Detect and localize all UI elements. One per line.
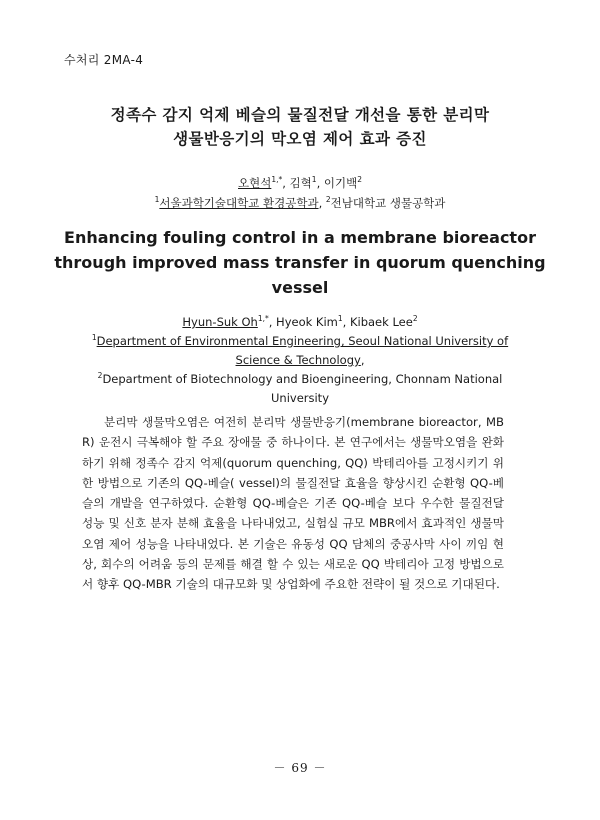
author-superscript: 1,*: [271, 175, 283, 185]
english-title-line3: vessel: [271, 278, 329, 297]
author-separator: ,: [282, 176, 290, 190]
english-title-line2: through improved mass transfer in quorum quenching: [54, 253, 546, 272]
affiliation-superscript: 1: [154, 195, 160, 205]
affiliation-superscript: 1: [91, 333, 97, 343]
korean-title: [0, 103, 600, 151]
english-affiliation-1-line2: [0, 351, 600, 370]
korean-author-name: 김혁: [289, 176, 312, 190]
korean-author-list: [0, 173, 600, 193]
english-author-name: Hyeok Kim: [276, 315, 338, 329]
author-superscript: 2: [412, 314, 418, 324]
affiliation-separator: ,: [318, 196, 326, 210]
korean-affiliation-2: 전남대학교 생물공학과: [330, 196, 446, 210]
author-separator: ,: [342, 315, 350, 329]
korean-affiliations: [0, 193, 600, 213]
korean-title-line2: 생물반응기의 막오염 제어 효과 증진: [173, 130, 427, 148]
author-superscript: 1: [337, 314, 343, 324]
author-separator: ,: [268, 315, 277, 329]
abstract-paragraph: 분리막 생물막오염은 여전히 분리막 생물반응기(membrane bioreactor, MBR) 운전시 극복해야 할 주요 장애물 중 하나이다. 본 연구에서는 생물막오염을 완화하기 위해 정족수 감지 억제(quorum quenching, QQ) 박테리아를 고정시키기 위한 방법으로 기존의 QQ-베슬( vessel)의 물질전달 효율을 향상시킨 순환형 QQ-베슬의 개발을 연구하였다. 순환형 QQ-베슬은 기존 QQ-베슬 보다 우수한 물질전달 성능 및 신호 분자 분해 효율을 나타내었고, 실험실 규모 MBR에서 효과적인 생물막오염 제어 성능을 나타내었다. 본 기술은 유동성 QQ 담체의 중공사막 사이 끼임 현상, 회수의 어려움 등의 문제를 해결 할 수 있는 새로운 QQ 박테리아 고정 방법으로서 향후 QQ-MBR 기술의 대규모화 및 상업화에 주요한 전략이 될 것으로 기대된다.: [82, 415, 504, 592]
korean-title-line1: 정족수 감지 억제 베슬의 물질전달 개선을 통한 분리막: [110, 106, 490, 124]
korean-authors-block: [0, 173, 600, 213]
english-authors-block: [0, 313, 600, 408]
session-code: 수처리 2MA-4: [64, 53, 144, 67]
author-superscript: 2: [357, 175, 362, 185]
korean-author-name: 오현석: [238, 176, 272, 190]
english-affiliation-1-line1: [0, 332, 600, 351]
author-separator: ,: [316, 176, 324, 190]
korean-author-name: 이기백: [323, 176, 358, 190]
affiliation-superscript: 2: [97, 371, 103, 381]
author-superscript: 1,*: [257, 314, 269, 324]
english-affiliation-1-text: Department of Environmental Engineering, Seoul National University of: [96, 334, 509, 348]
affiliation-separator: ,: [360, 353, 365, 367]
english-title-line1: Enhancing fouling control in a membrane bioreactor: [64, 228, 536, 247]
page-number: － 69 －: [273, 761, 327, 775]
english-author-name: Hyun-Suk Oh: [182, 315, 258, 329]
korean-affiliation-1: 서울과학기술대학교 환경공학과: [159, 196, 319, 210]
author-superscript: 1: [311, 175, 317, 185]
english-title: [0, 225, 600, 300]
english-author-list: [0, 313, 600, 332]
english-affiliation-2-text: Department of Biotechnology and Bioengineering, Chonnam National: [102, 372, 503, 386]
english-author-name: Kibaek Lee: [349, 315, 413, 329]
english-affiliation-2-line2: University: [270, 391, 329, 405]
affiliation-superscript: 2: [325, 195, 331, 205]
english-affiliation-1-text-cont: Science & Technology: [235, 353, 361, 367]
english-affiliation-2-line1: [0, 370, 600, 389]
